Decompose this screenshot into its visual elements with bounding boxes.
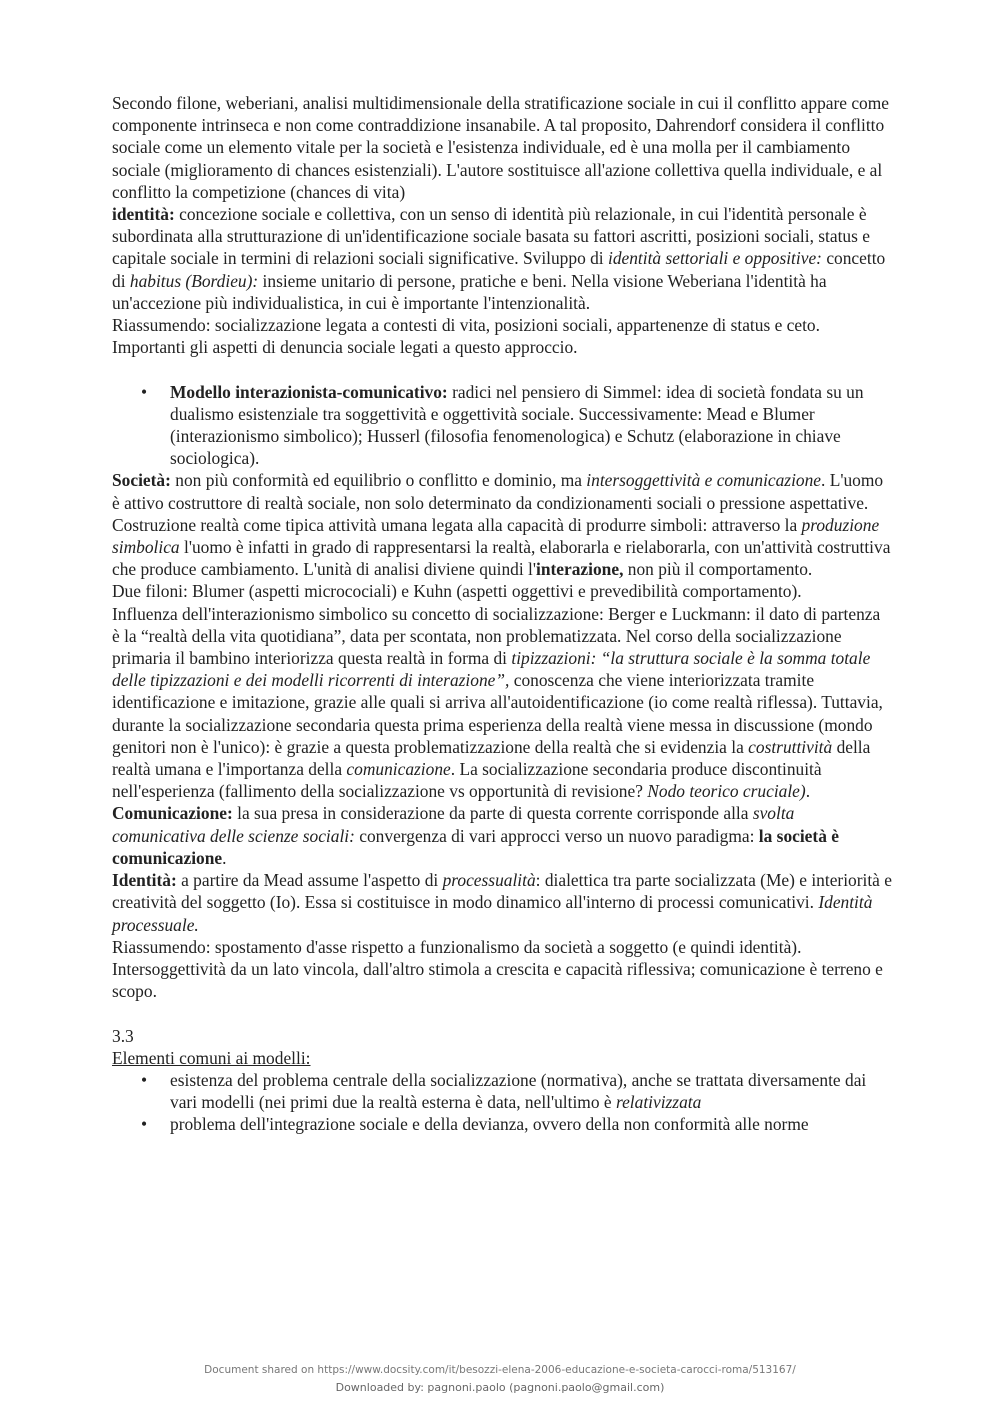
italic-span: tipizzazioni: “la struttura sociale è la somma totale delle tipizzazioni e dei modelli ricorrenti di interazione”, <box>112 648 871 691</box>
italic-span: intersoggettività e comunicazione <box>586 470 822 491</box>
text-span: . L'uomo è attivo costruttore di realtà sociale, non solo determinato da condizionamenti sociali o pressione aspettative. Costruzione realtà come tipica attività umana legata alla capacità di produrre simboli: attraverso la <box>112 470 884 535</box>
paragraph-societa <box>112 469 892 580</box>
societa-label: Società: <box>112 470 171 491</box>
bold-span: la società è comunicazione <box>112 825 839 868</box>
text-span: non più il comportamento. <box>623 559 813 580</box>
text-span: . <box>222 847 227 868</box>
italic-span: comunicazione <box>346 759 451 780</box>
italic-span: Nodo teorico cruciale) <box>647 781 806 802</box>
modello-list <box>112 381 892 470</box>
common-elements-list <box>112 1069 892 1136</box>
text-span: non più conformità ed equilibrio o conflitto e dominio, ma <box>170 470 587 491</box>
footer-shared-link[interactable]: Document shared on https://www.docsity.com/it/besozzi-elena-2006-educazione-e-societa-carocci-roma/513167/ <box>204 1364 796 1376</box>
text-span: a partire da Mead assume l'aspetto di <box>176 870 443 891</box>
blank-line <box>112 358 892 380</box>
text-span: la sua presa in considerazione da parte di questa corrente corrisponde alla <box>232 803 753 824</box>
footer-downloaded-by: Downloaded by: pagnoni.paolo (pagnoni.paolo@gmail.com) <box>335 1381 665 1394</box>
italic-span: habitus (Bordieu): <box>129 270 259 291</box>
text-span: : dialettica tra parte socializzata (Me) e interiorità e creatività del soggetto (Io). Essa si costituisce in modo dinamico all'interno di processi comunicativi. <box>112 870 892 913</box>
paragraph-weberiani: Secondo filone, weberiani, analisi multidimensionale della stratificazione sociale in cui il conflitto appare come componente intrinseca e non come contraddizione insanabile. A tal proposito, Dahrendorf considera il conflitto sociale come un elemento vitale per la società e l'esistenza individuale, ed è una molla per il cambiamento sociale (miglioramento di chances esistenziali). L'autore sostituisce all'azione collettiva quella individuale, e al conflitto la competizione (chances di vita) <box>112 93 889 202</box>
text-span: l'uomo è infatti in grado di rappresentarsi la realtà, elaborarla e rielaborarla, con un'attività costruttiva che produce cambiamento. L'unità di analisi diviene quindi l' <box>112 537 891 580</box>
section-heading: Elementi comuni ai modelli: <box>112 1047 311 1068</box>
identita-label: identità: <box>112 204 175 225</box>
italic-span: Identità processuale. <box>112 892 873 935</box>
comunicazione-label: Comunicazione: <box>112 803 233 824</box>
text-span: problema dell'integrazione sociale e della devianza, ovvero della non conformità alle norme <box>170 1114 809 1135</box>
paragraph-influenza <box>112 603 892 803</box>
bold-span: interazione, <box>536 559 624 580</box>
italic-span: produzione simbolica <box>112 514 880 558</box>
italic-span: costruttività <box>748 736 833 757</box>
text-span: conoscenza che viene interiorizzata tramite identificazione e imitazione, grazie alle quali si arriva all'autoidentificazione (io come realtà riflessa). Tuttavia, durante la socializzazione secondaria questa prima esperienza della realtà viene messa in discussione (mondo genitori non è l'unico): è grazie a questa problematizzazione della realtà che si evidenzia la <box>112 670 883 757</box>
text-span: esistenza del problema centrale della socializzazione (normativa), anche se trattata diversamente dai vari modelli (nei primi due la realtà esterna è data, nell'ultimo è <box>170 1069 867 1113</box>
text-span: . <box>805 781 811 802</box>
italic-span: processualità <box>442 870 536 891</box>
italic-span: identità settoriali e oppositive: <box>607 248 822 269</box>
blank-line <box>112 1002 892 1024</box>
identita2-label: Identità: <box>112 870 177 891</box>
paragraph-riassunto: Riassumendo: socializzazione legata a contesti di vita, posizioni sociali, appartenenze di status e ceto. Importanti gli aspetti di denuncia sociale legati a questo approccio. <box>112 315 820 358</box>
text-span: convergenza di vari approcci verso un nuovo paradigma: <box>354 825 759 846</box>
bullet-icon: • <box>141 1114 148 1135</box>
text-span: concetto di <box>112 248 886 291</box>
italic-span: svolta comunicativa delle scienze sociali: <box>112 803 795 846</box>
text-span: della realtà umana e l'importanza della <box>112 736 871 780</box>
italic-span: relativizzata <box>615 1092 702 1113</box>
paragraph-filoni: Due filoni: Blumer (aspetti microcociali) e Kuhn (aspetti oggettivi e prevedibilità comportamento). <box>112 581 802 602</box>
document-body <box>112 92 892 1136</box>
text-span: insieme unitario di persone, pratiche e beni. Nella visione Weberiana l'identità ha un'accezione più individualistica, in cui è importante l'intenzionalità. <box>112 270 827 313</box>
text-span: concezione sociale e collettiva, con un senso di identità più relazionale, in cui l'identità personale è subordinata alla strutturazione di un'identificazione sociale basata su fattori ascritti, posizioni sociali, status e capitale sociale in termini di relazioni sociali significative. Sviluppo di <box>112 204 870 269</box>
list-item-modello <box>112 381 892 470</box>
paragraph-identita-2 <box>112 869 892 936</box>
bullet-icon: • <box>141 1069 148 1090</box>
list-item <box>112 1069 892 1113</box>
text-span: Influenza dell'interazionismo simbolico su concetto di socializzazione: Berger e Luckmann: il dato di partenza è la “realtà della vita quotidiana”, data per scontata, non problematizzata. Nel corso della socializzazione primaria il bambino interiorizza questa realtà in forma di <box>112 603 881 669</box>
text-span: . La socializzazione secondaria produce discontinuità nell'esperienza (fallimento della socializzazione vs opportunità di revisione? <box>112 759 822 802</box>
section-number: 3.3 <box>112 1025 134 1046</box>
bullet-icon: • <box>141 381 148 402</box>
paragraph-identita <box>112 203 892 314</box>
paragraph-riassunto-2: Riassumendo: spostamento d'asse rispetto a funzionalismo da società a soggetto (e quindi identità). Intersoggettività da un lato vincola, dall'altro stimola a crescita e capacità riflessiva; comunicazione è terreno e scopo. <box>112 936 883 1002</box>
list-item <box>112 1113 892 1135</box>
modello-label: Modello interazionista-comunicativo: <box>170 381 448 402</box>
text-span: radici nel pensiero di Simmel: idea di società fondata su un dualismo esistenziale tra soggettività e oggettività sociale. Successivamente: Mead e Blumer (interazionismo simbolico); Husserl (filosofia fenomenologica) e Schutz (elaborazione in chiave sociologica). <box>170 381 864 469</box>
paragraph-comunicazione <box>112 802 892 869</box>
